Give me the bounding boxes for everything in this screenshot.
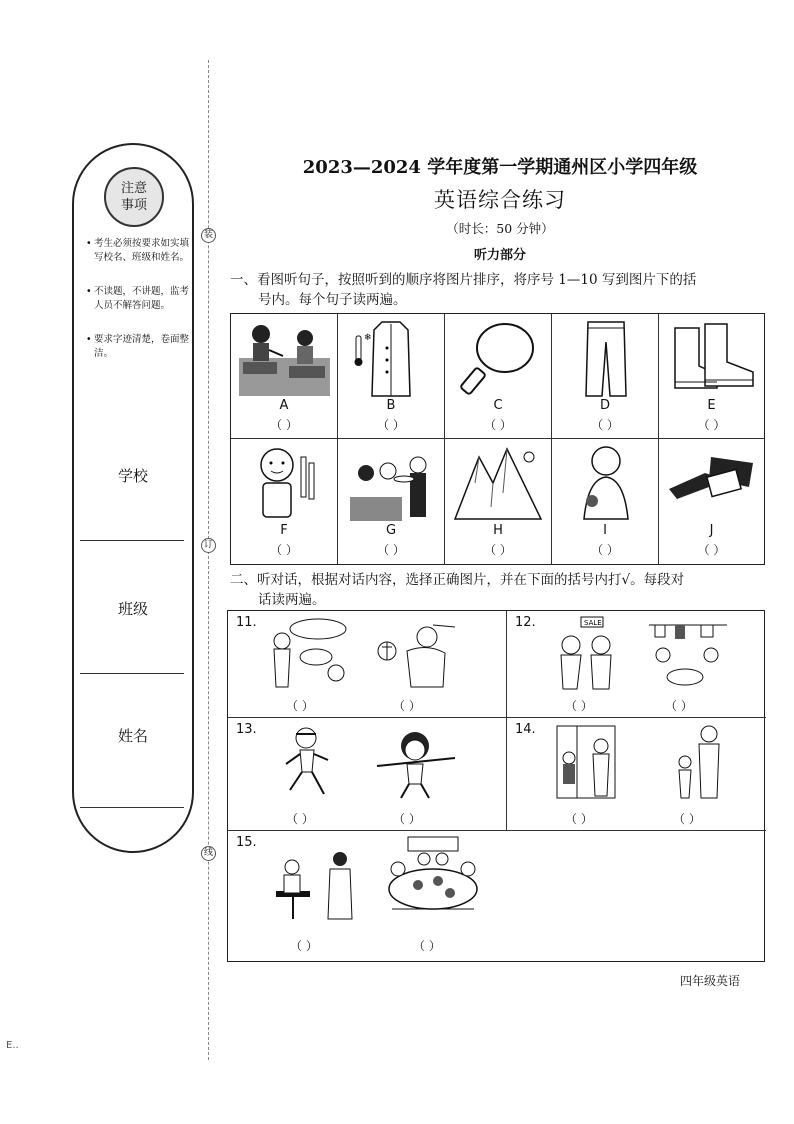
boy-finish-line-icon [373,724,459,800]
picture-label: B [386,398,396,413]
question-number: 13. [236,722,257,737]
picture-cell-b [338,314,445,439]
exam-duration: （时长：50 分钟） [446,221,554,236]
shopping-sale-icon [547,615,633,691]
picture-cell-h [445,439,552,564]
answer-paren[interactable]: （ ） [591,418,619,432]
answer-paren[interactable]: （ ） [484,543,512,557]
answer-paren[interactable]: （ ） [270,418,298,432]
corner-mark: E.. [6,1040,19,1051]
section1-instruction-line1: 一、看图听句子，按照听到的顺序将图片排序，将序号 1—10 写到图片下的括 [230,272,697,288]
answer-paren[interactable]: （ ） [697,418,726,432]
binding-mark: 订 [201,538,216,553]
baby-toy-icon [558,443,653,523]
question-number: 11. [236,615,257,630]
section1-picture-grid [230,313,765,565]
answer-paren[interactable]: （ ） [290,939,318,953]
notice-item: • 考生必须按要求如实填写校名、班级和姓名。 [86,237,190,265]
answer-paren[interactable]: （ ） [484,418,512,432]
name-field-line[interactable] [80,807,184,808]
exam-title: 2023—2024 学年度第一学期通州区小学四年级 [302,157,698,178]
section2-dialogue-grid [227,610,765,962]
picture-cell-e [659,314,764,439]
restaurant-waiter-icon [344,443,439,523]
answer-paren[interactable]: （ ） [393,699,421,713]
mountains-icon [451,443,546,523]
question-number: 12. [515,615,536,630]
binding-dashed-line [208,60,209,1060]
question-number: 15. [236,835,257,850]
section2-instruction-line1: 二、听对话，根据对话内容，选择正确图片，并在下面的括号内打√。每段对 [230,572,685,588]
boy-door-icon [547,724,633,800]
answer-paren[interactable]: （ ） [697,543,726,557]
answer-paren[interactable]: （ ） [673,812,701,826]
picture-cell-j [659,439,764,564]
picture-cell-d [552,314,659,439]
badge-line1: 注意 [120,181,147,196]
answer-paren[interactable]: （ ） [565,699,593,713]
answer-paren[interactable]: （ ） [413,939,441,953]
picture-label: G [385,523,397,538]
question-number: 14. [515,722,536,737]
notice-item: • 不读题，不讲题，监考人员不解答问题。 [86,285,190,313]
answer-paren[interactable]: （ ） [591,543,619,557]
answer-paren[interactable]: （ ） [665,699,693,713]
section2-instruction-line2: 话读两遍。 [258,592,326,608]
hands-box-icon [665,443,760,523]
father-son-icon [657,724,743,800]
answer-paren[interactable]: （ ） [286,699,314,713]
washing-clothes-icon [645,615,731,691]
picture-cell-g [338,439,445,564]
picture-label: J [709,523,714,538]
answer-paren[interactable]: （ ） [393,812,421,826]
notice-list [86,237,190,381]
picture-cell-f [231,439,338,564]
class-field-line[interactable] [80,673,184,674]
badge-line2: 事项 [120,198,147,213]
picture-cell-i [552,439,659,564]
svg-text:❄: ❄ [364,333,372,343]
woman-football-icon [373,617,459,693]
question-12 [507,611,766,718]
classroom-desks-icon [237,318,332,398]
svg-text:SALE: SALE [584,619,602,627]
binding-mark: 装 [201,228,216,243]
exam-subtitle: 英语综合练习 [434,188,566,212]
section1-instruction [230,270,770,310]
coat-thermometer-icon [344,318,439,398]
class-field-label: 班级 [117,600,148,618]
section1-instruction-line2: 号内。每个句子读两遍。 [258,292,407,308]
picture-cell-a [231,314,338,439]
section2-instruction [230,570,770,610]
question-11 [228,611,507,718]
picture-label: A [279,398,289,413]
family-dinner-icon [378,835,488,925]
name-field-label: 姓名 [117,727,148,745]
answer-paren[interactable]: （ ） [377,418,405,432]
answer-paren[interactable]: （ ） [286,812,314,826]
answer-paren[interactable]: （ ） [270,543,298,557]
notice-badge [104,167,164,227]
question-15 [228,831,766,961]
answer-paren[interactable]: （ ） [565,812,593,826]
picture-label: D [599,398,610,413]
cafe-waitress-icon [270,847,366,923]
notice-sidebar [72,143,194,853]
picture-label: I [603,523,607,538]
answer-paren[interactable]: （ ） [377,543,405,557]
page-footer: 四年级英语 [680,974,741,988]
trousers-icon [558,318,653,398]
question-14 [507,718,766,831]
picture-cell-c [445,314,552,439]
question-13 [228,718,507,831]
picture-label: C [493,398,503,413]
notice-item: • 要求字迹清楚，卷面整洁。 [86,333,190,361]
girl-crayons-icon [237,443,332,523]
ping-pong-paddle-icon [451,318,546,398]
binding-mark: 线 [201,846,216,861]
boy-running-icon [266,724,352,800]
picture-label: E [707,398,716,413]
picture-label: H [493,523,503,538]
listening-part-heading: 听力部分 [473,248,526,263]
school-field-label: 学校 [117,467,148,485]
picture-label: F [280,523,288,538]
boots-icon [665,318,760,398]
school-field-line[interactable] [80,540,184,541]
two-girls-talking-icon [266,617,352,693]
